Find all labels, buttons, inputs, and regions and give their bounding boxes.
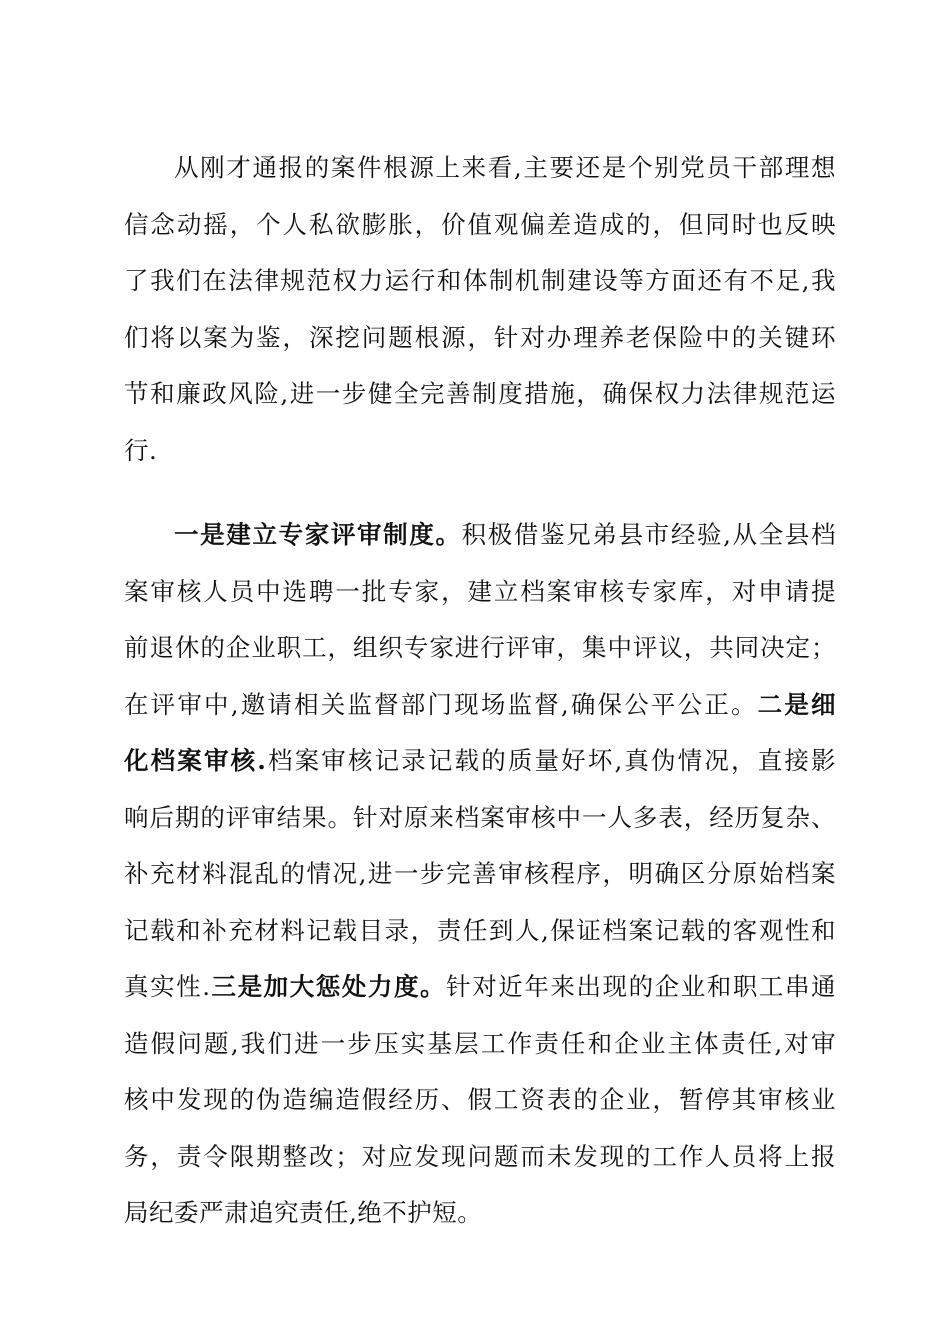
- text-line: 案审核人员中选聘一批专家，建立档案审核专家库，对申请提: [124, 576, 836, 606]
- text-run: 在评审中,邀请相关监督部门现场监督,确保公平公正。: [124, 689, 758, 719]
- text-line: 局纪委严肃追究责任,绝不护短。: [124, 1198, 483, 1227]
- text-line: 信念动摇，个人私欲膨胀，价值观偏差造成的，但同时也反映: [124, 209, 836, 239]
- text-line: 节和廉政风险,进一步健全完善制度措施，确保权力法律规范运: [124, 379, 836, 408]
- measure-two-heading-part1: 二是细: [757, 689, 837, 719]
- measure-three-heading: 三是加大惩处力度。: [210, 972, 447, 1001]
- text-line: [124, 685, 836, 742]
- text-line: 补充材料混乱的情况,进一步完善审核程序，明确区分原始档案: [124, 859, 836, 888]
- text-run: 真实性.: [124, 972, 211, 1001]
- text-line: [124, 967, 836, 1024]
- text-line: [124, 515, 836, 572]
- text-line: 核中发现的伪造编造假经历、假工资表的企业，暂停其审核业: [124, 1085, 836, 1114]
- measure-two-heading-part2: 化档案审核.: [124, 746, 267, 775]
- paragraph-gap: [124, 487, 836, 515]
- text-line: 造假问题,我们进一步压实基层工作责任和企业主体责任,对审: [124, 1028, 836, 1058]
- text-run: 针对近年来出现的企业和职工串通: [446, 972, 837, 1001]
- text-line: 了我们在法律规范权力运行和体制机制建设等方面还有不足,我: [124, 266, 836, 295]
- measure-one-heading: 一是建立专家评审制度。: [174, 520, 462, 549]
- text-run: 档案审核记录记载的质量好坏,真伪情况，直接影: [266, 746, 836, 775]
- text-line: 响后期的评审结果。针对原来档案审核中一人多表，经历复杂、: [124, 802, 836, 832]
- text-line: 从刚才通报的案件根源上来看,主要还是个别党员干部理想: [174, 153, 836, 182]
- paragraph-measures: [124, 515, 836, 1250]
- document-page: [124, 148, 836, 1250]
- text-line: 记载和补充材料记载目录，责任到人,保证档案记载的客观性和: [124, 915, 836, 945]
- paragraph-root-cause: [124, 148, 836, 487]
- text-line: [124, 741, 836, 798]
- text-line: 务，责令限期整改；对应发现问题而未发现的工作人员将上报: [124, 1141, 836, 1171]
- text-line: 前退休的企业职工，组织专家进行评审，集中评议，共同决定；: [124, 633, 836, 662]
- text-line: 行.: [124, 435, 158, 465]
- text-line: 们将以案为鉴，深挖问题根源，针对办理养老保险中的关键环: [124, 322, 836, 352]
- text-run: 积极借鉴兄弟县市经验,从全县档: [461, 520, 837, 549]
